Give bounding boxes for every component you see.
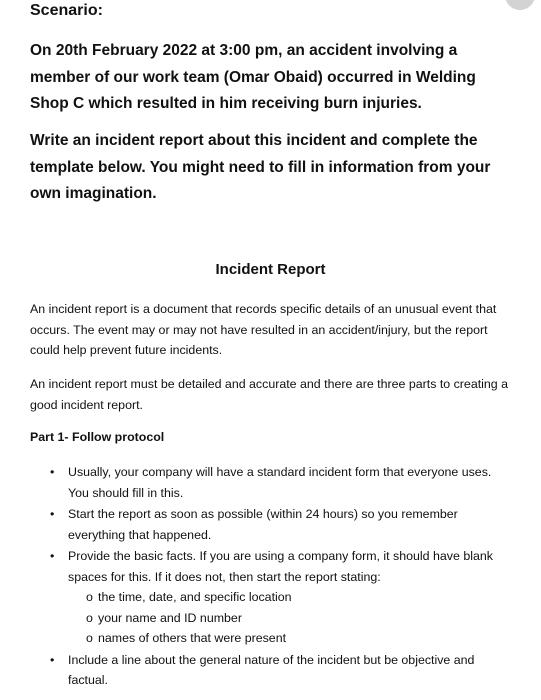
scenario-text: On 20th February 2022 at 3:00 pm, an accident involving a member of our work team (Omar Obaid) occurred in Welding Shop C which resulted in him receiving burn injuries. bbox=[30, 42, 476, 112]
list-item bbox=[30, 462, 510, 503]
list-item bbox=[30, 504, 510, 545]
bullet-text: Start the report as soon as possible (within 24 hours) so you remember everything that happened. bbox=[68, 507, 458, 542]
list-item bbox=[30, 546, 510, 649]
bullet-dot-icon: • bbox=[50, 652, 55, 667]
scenario-task: Write an incident report about this incident and complete the template below. You might need to fill in information from your own imagination. bbox=[30, 132, 491, 202]
circle-bullet-icon: o bbox=[86, 610, 93, 625]
sub-bullet-text: names of others that were present bbox=[98, 631, 287, 645]
bullet-text: Include a line about the general nature of the incident but be objective and factual. bbox=[68, 652, 475, 687]
report-title: Incident Report bbox=[215, 261, 326, 278]
bullet-dot-icon: • bbox=[50, 465, 55, 479]
list-item bbox=[30, 650, 510, 691]
part1-heading: Part 1- Follow protocol bbox=[30, 430, 165, 444]
sub-list-item bbox=[68, 608, 510, 629]
sub-list-item bbox=[68, 587, 510, 608]
scenario-label: Scenario: bbox=[30, 2, 103, 19]
bullet-text: Provide the basic facts. If you are using a company form, it should have blank spaces for this. If it does not, then start the report stating: bbox=[68, 549, 493, 584]
sub-list-item bbox=[68, 628, 510, 649]
sub-bullet-text: your name and ID number bbox=[98, 610, 242, 625]
sub-bullet-list bbox=[68, 587, 510, 649]
intro-paragraph-2: An incident report must be detailed and accurate and there are three parts to creating a good incident report. bbox=[30, 377, 509, 412]
sub-bullet-text: the time, date, and specific location bbox=[98, 590, 292, 604]
part1-bullet-list bbox=[30, 462, 510, 692]
bullet-dot-icon: • bbox=[50, 507, 55, 521]
intro-paragraph: An incident report is a document that records specific details of an unusual event that occurs. The event may or may not have resulted in an accident/injury, but the report could help prevent future incidents. bbox=[30, 302, 497, 357]
circle-bullet-icon: o bbox=[86, 631, 93, 645]
bullet-dot-icon: • bbox=[50, 549, 55, 563]
corner-circle-icon bbox=[505, 0, 535, 10]
bullet-text: Usually, your company will have a standard incident form that everyone uses. You should fill in this. bbox=[68, 465, 492, 500]
circle-bullet-icon: o bbox=[86, 590, 93, 604]
